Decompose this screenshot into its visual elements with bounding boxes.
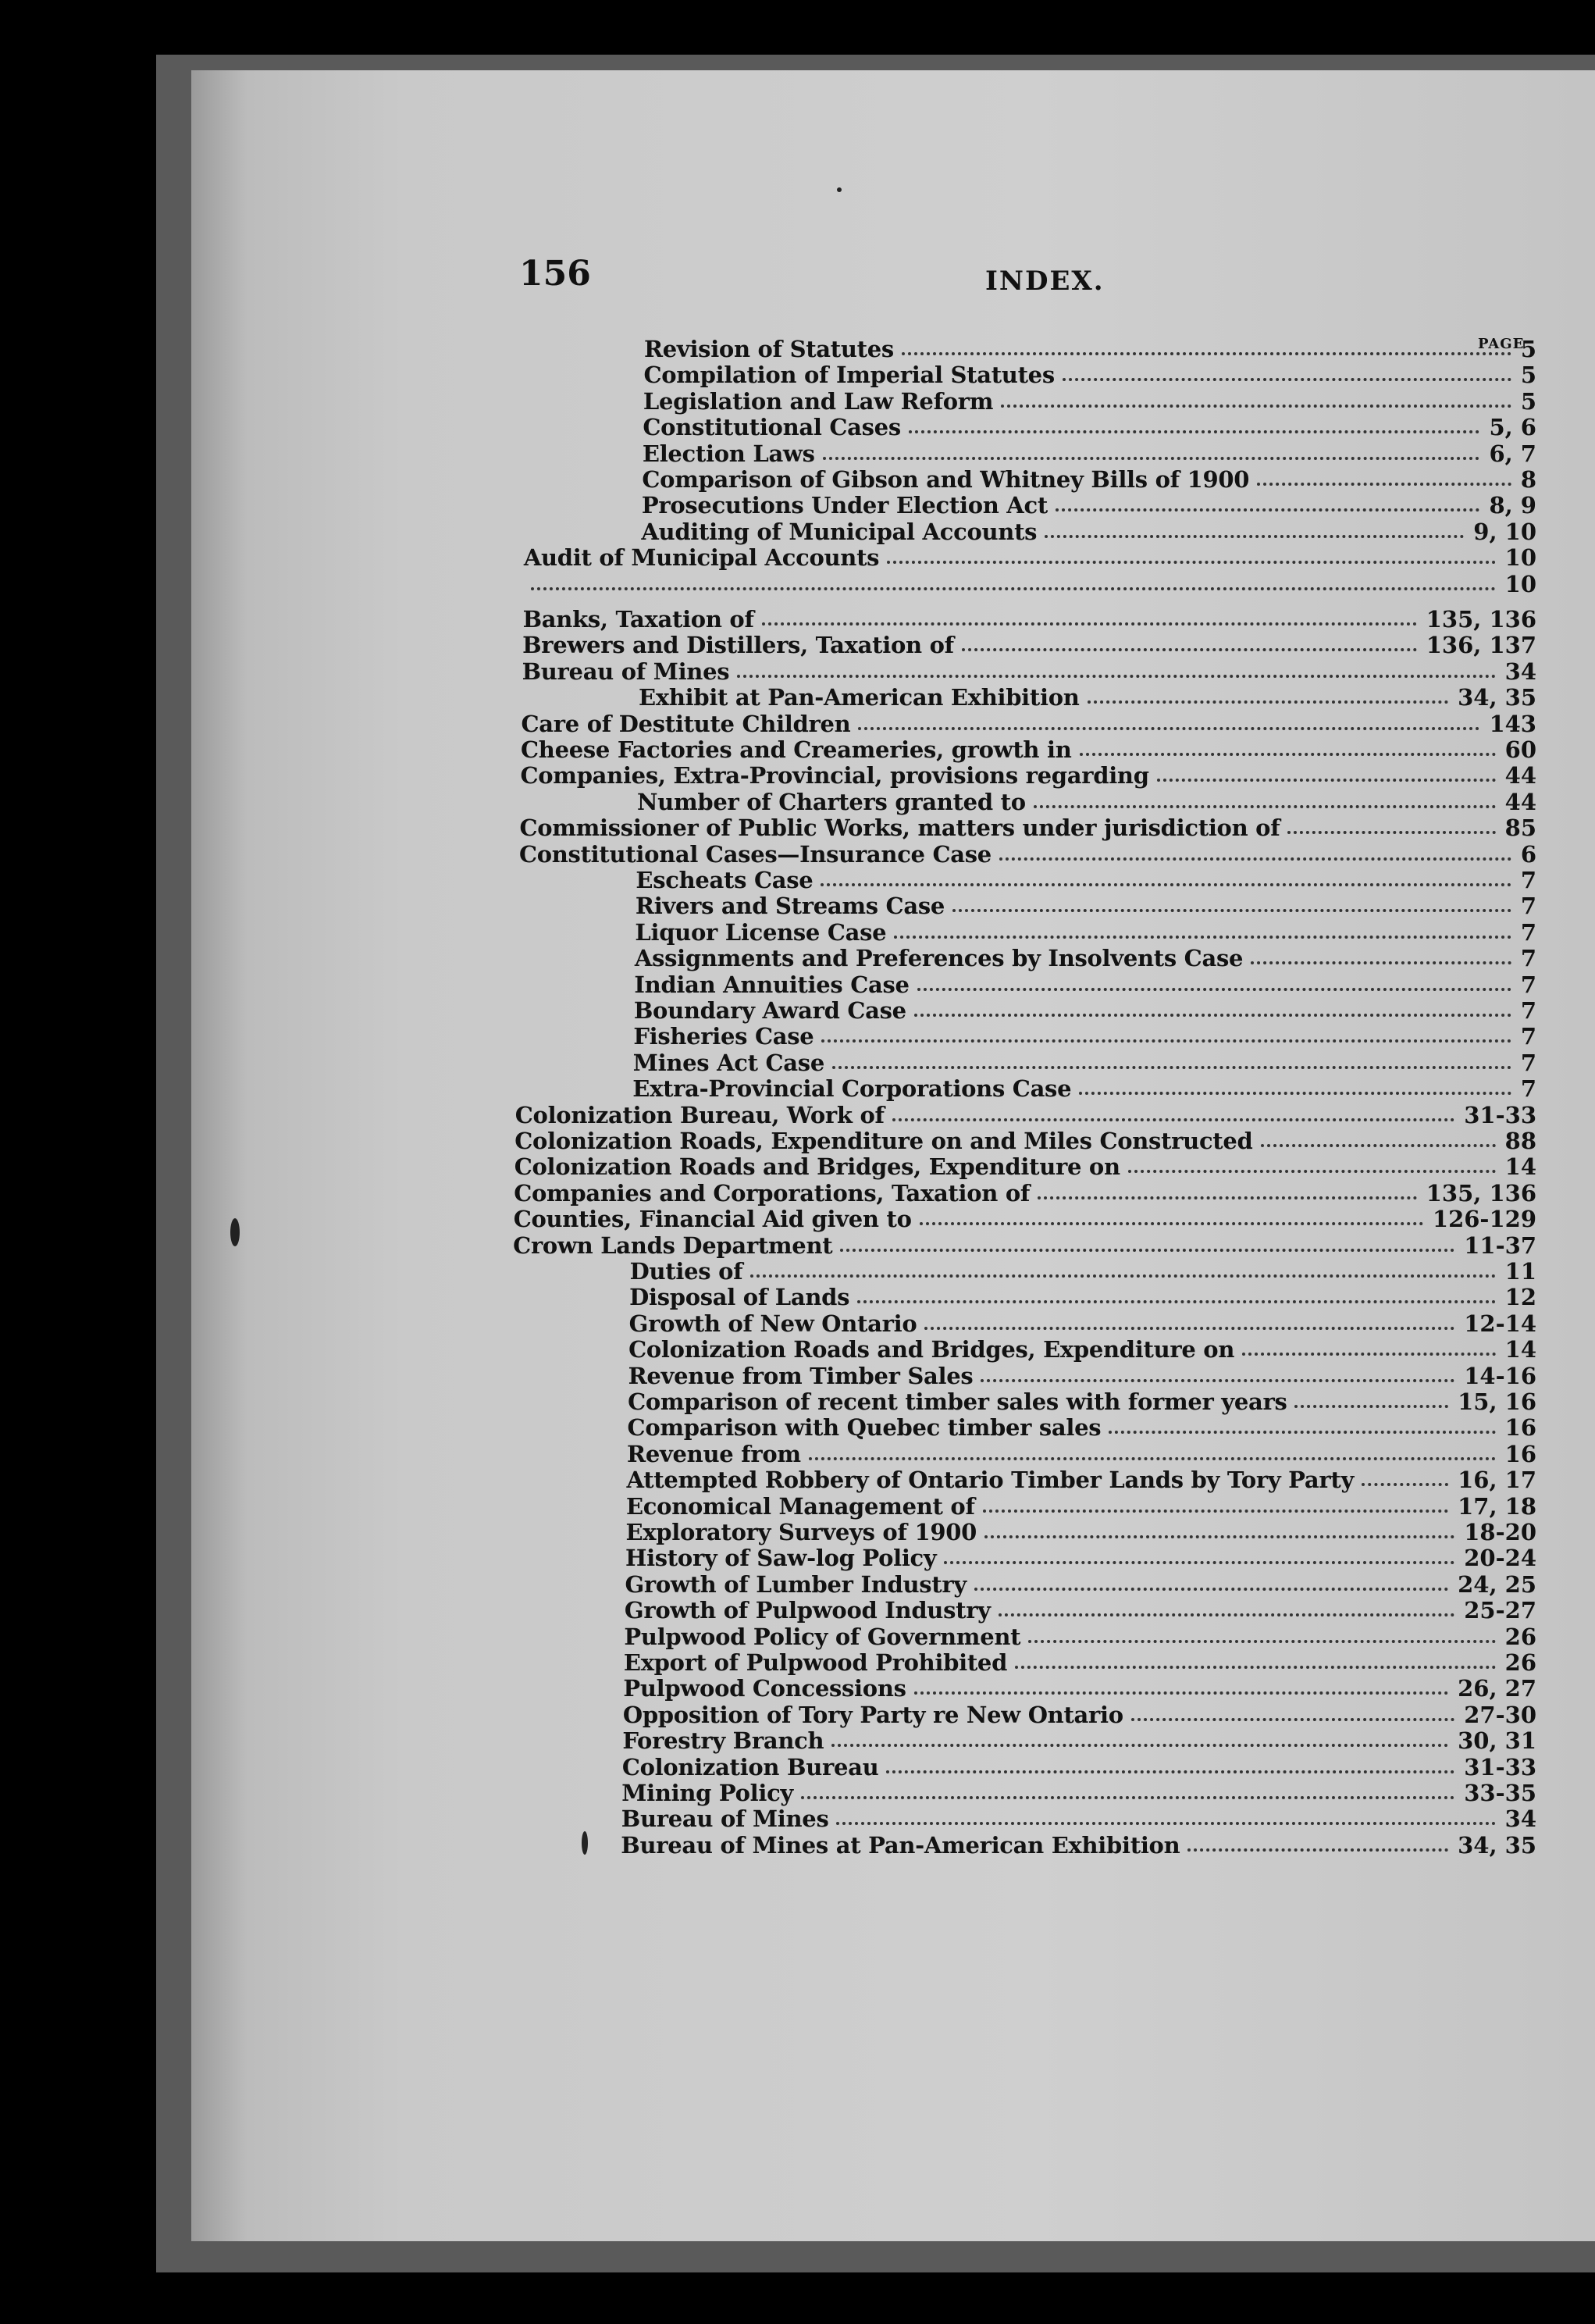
entry-page-ref: 24, 25 bbox=[1458, 1570, 1536, 1598]
dot-leader bbox=[914, 1670, 1448, 1695]
entry-title: Fisheries Case bbox=[633, 1023, 814, 1050]
entry-page-ref: 7 bbox=[1520, 971, 1536, 998]
dot-leader bbox=[983, 1488, 1448, 1513]
entry-page-ref: 60 bbox=[1504, 736, 1536, 763]
dot-leader bbox=[750, 1253, 1495, 1278]
entry-page-ref: 14 bbox=[1504, 1153, 1536, 1181]
entry-page-ref: 5 bbox=[1520, 362, 1536, 389]
entry-page-ref: 16 bbox=[1504, 1440, 1536, 1467]
entry-page-ref: 20-24 bbox=[1464, 1545, 1536, 1572]
entry-title: Counties, Financial Aid given to bbox=[513, 1206, 912, 1233]
entry-title: Forestry Branch bbox=[622, 1727, 824, 1755]
dot-leader bbox=[1079, 1071, 1511, 1095]
entry-title: Mines Act Case bbox=[632, 1049, 824, 1076]
dot-leader bbox=[1362, 1462, 1448, 1486]
entry-page-ref: 34 bbox=[1504, 1805, 1536, 1833]
dot-leader bbox=[857, 1279, 1495, 1303]
entry-title: Comparison with Quebec timber sales bbox=[627, 1414, 1102, 1442]
dot-leader bbox=[1128, 1149, 1496, 1173]
entry-title: Prosecutions Under Election Act bbox=[641, 492, 1048, 519]
dot-leader bbox=[999, 836, 1511, 861]
entry-title: Growth of New Ontario bbox=[628, 1310, 917, 1337]
index-subentry bbox=[0, 1442, 1595, 1467]
dot-leader bbox=[1045, 514, 1464, 538]
entry-title: Auditing of Municipal Accounts bbox=[641, 518, 1038, 545]
entry-title: Opposition of Tory Party re New Ontario bbox=[622, 1701, 1123, 1728]
entry-page-ref: 7 bbox=[1520, 997, 1536, 1024]
page-heading: INDEX. bbox=[985, 266, 1105, 297]
dot-leader bbox=[1294, 1384, 1448, 1408]
entry-title: Rivers and Streams Case bbox=[635, 893, 945, 920]
entry-page-ref: 12 bbox=[1504, 1284, 1536, 1311]
dot-leader bbox=[1063, 357, 1511, 381]
entry-page-ref: 16, 17 bbox=[1458, 1467, 1536, 1494]
entry-page-ref: 26 bbox=[1504, 1623, 1536, 1650]
entry-title: Banks, Taxation of bbox=[522, 606, 754, 633]
page-number: 156 bbox=[519, 254, 591, 294]
entry-page-ref: 11 bbox=[1504, 1258, 1536, 1285]
entry-title: Duties of bbox=[629, 1258, 743, 1285]
dot-leader bbox=[1157, 757, 1496, 782]
dot-leader bbox=[1187, 1827, 1448, 1852]
entry-title: Commissioner of Public Works, matters under jurisdiction of bbox=[519, 814, 1280, 842]
entry-title: Care of Destitute Children bbox=[521, 710, 851, 737]
dot-leader bbox=[1109, 1410, 1495, 1434]
dot-leader bbox=[737, 654, 1495, 678]
entry-page-ref: 88 bbox=[1504, 1128, 1536, 1154]
dot-leader bbox=[1242, 1331, 1495, 1356]
entry-page-ref: 136, 137 bbox=[1426, 632, 1536, 659]
entry-title: Colonization Roads and Bridges, Expenditure on bbox=[628, 1336, 1235, 1363]
entry-title: Escheats Case bbox=[636, 867, 814, 893]
entry-title: Audit of Municipal Accounts bbox=[523, 544, 880, 572]
dot-leader bbox=[1131, 1697, 1454, 1721]
entry-title: Boundary Award Case bbox=[633, 997, 906, 1024]
entry-page-ref: 7 bbox=[1520, 867, 1536, 893]
entry-page-ref: 7 bbox=[1520, 1023, 1536, 1050]
entry-page-ref: 44 bbox=[1504, 788, 1536, 815]
entry-title: Companies, Extra-Provincial, provisions regarding bbox=[520, 762, 1149, 790]
dot-leader bbox=[999, 1592, 1454, 1616]
dot-leader bbox=[1001, 383, 1511, 408]
dot-leader bbox=[801, 1775, 1454, 1799]
entry-title: Attempted Robbery of Ontario Timber Lands by Tory Party bbox=[626, 1467, 1355, 1494]
entry-page-ref: 15, 16 bbox=[1458, 1388, 1536, 1415]
entry-page-ref: 11-37 bbox=[1464, 1232, 1536, 1259]
entry-page-ref: 31-33 bbox=[1464, 1753, 1536, 1780]
entry-title: Bureau of Mines bbox=[621, 1805, 829, 1833]
entry-page-ref: 17, 18 bbox=[1458, 1492, 1536, 1520]
dot-leader bbox=[1034, 784, 1496, 808]
entry-title: Assignments and Preferences by Insolvents Case bbox=[634, 945, 1244, 972]
dot-leader bbox=[1028, 1619, 1495, 1643]
entry-title: Companies and Corporations, Taxation of bbox=[514, 1179, 1031, 1207]
dot-leader bbox=[1251, 940, 1511, 964]
entry-title: Comparison of Gibson and Whitney Bills of 1900 bbox=[642, 466, 1250, 493]
entry-page-ref: 27-30 bbox=[1464, 1701, 1536, 1728]
entry-page-ref: 10 bbox=[1504, 570, 1536, 597]
entry-page-ref: 8, 9 bbox=[1489, 492, 1536, 519]
entry-title: Constitutional Cases bbox=[643, 414, 901, 441]
dot-leader bbox=[1080, 732, 1496, 756]
entry-title: Pulpwood Concessions bbox=[623, 1675, 906, 1702]
entry-title: Revenue from Timber Sales bbox=[628, 1362, 974, 1389]
ink-speck bbox=[582, 1831, 588, 1855]
entry-page-ref: 30, 31 bbox=[1458, 1727, 1536, 1755]
entry-page-ref: 85 bbox=[1504, 814, 1536, 842]
dot-leader bbox=[821, 1018, 1511, 1043]
entry-title: Constitutional Cases—Insurance Case bbox=[518, 840, 992, 868]
entry-title: Revision of Statutes bbox=[643, 336, 894, 362]
entry-page-ref: 7 bbox=[1520, 918, 1536, 946]
entry-page-ref: 18-20 bbox=[1464, 1519, 1536, 1545]
entry-title: Colonization Bureau, Work of bbox=[514, 1101, 885, 1128]
entry-page-ref: 7 bbox=[1520, 945, 1536, 972]
entry-title: Bureau of Mines bbox=[522, 658, 730, 685]
ink-speck bbox=[837, 187, 842, 192]
entry-page-ref: 33-35 bbox=[1464, 1780, 1536, 1806]
entry-page-ref: 26 bbox=[1504, 1649, 1536, 1676]
entry-title: Disposal of Lands bbox=[629, 1284, 850, 1311]
dot-leader bbox=[821, 862, 1511, 886]
entry-page-ref: 14-16 bbox=[1464, 1362, 1536, 1389]
entry-page-ref: 5 bbox=[1520, 336, 1536, 362]
entry-page-ref: 7 bbox=[1520, 1049, 1536, 1076]
dot-leader bbox=[823, 436, 1480, 460]
entry-title: Growth of Pulpwood Industry bbox=[624, 1597, 991, 1624]
entry-page-ref: 10 bbox=[1504, 544, 1536, 572]
page-column-label: PAGE bbox=[1478, 336, 1525, 352]
entry-page-ref: 143 bbox=[1489, 710, 1536, 737]
entry-page-ref: 7 bbox=[1520, 1075, 1536, 1103]
entry-title: Colonization Roads and Bridges, Expenditure on bbox=[514, 1153, 1120, 1181]
entry-title: Bureau of Mines at Pan-American Exhibition bbox=[621, 1831, 1180, 1859]
dot-leader bbox=[1056, 487, 1479, 511]
entry-title: Legislation and Law Reform bbox=[643, 387, 994, 415]
dot-leader bbox=[962, 627, 1417, 651]
dot-leader bbox=[831, 1723, 1448, 1747]
entry-title: Compilation of Imperial Statutes bbox=[643, 362, 1055, 389]
dot-leader bbox=[809, 1436, 1496, 1460]
entry-title: Colonization Roads, Expenditure on and Miles Constructed bbox=[514, 1128, 1253, 1154]
entry-page-ref: 7 bbox=[1520, 893, 1536, 920]
entry-page-ref: 26, 27 bbox=[1458, 1675, 1536, 1702]
dot-leader bbox=[1257, 462, 1511, 486]
entry-title: Exhibit at Pan-American Exhibition bbox=[639, 684, 1080, 711]
index-entry bbox=[0, 572, 1595, 597]
entry-title: Crown Lands Department bbox=[513, 1232, 833, 1259]
ink-speck bbox=[230, 1218, 240, 1246]
entry-title: Mining Policy bbox=[621, 1780, 793, 1806]
dot-leader bbox=[917, 967, 1511, 991]
entry-page-ref: 34, 35 bbox=[1458, 1831, 1536, 1859]
entry-page-ref: 25-27 bbox=[1464, 1597, 1536, 1624]
entry-title: Election Laws bbox=[642, 440, 815, 467]
entry-page-ref: 34, 35 bbox=[1458, 684, 1536, 711]
entry-page-ref: 5 bbox=[1520, 387, 1536, 415]
dot-leader bbox=[909, 409, 1480, 433]
entry-title: Exploratory Surveys of 1900 bbox=[625, 1519, 977, 1545]
dot-leader bbox=[886, 1749, 1454, 1773]
dot-leader bbox=[762, 601, 1417, 626]
dot-leader bbox=[892, 1097, 1455, 1121]
entry-title: Liquor License Case bbox=[635, 918, 887, 946]
index-subentry bbox=[0, 1831, 1595, 1859]
dot-leader bbox=[1261, 1123, 1496, 1147]
dot-leader bbox=[832, 1045, 1511, 1069]
dot-leader bbox=[944, 1540, 1454, 1564]
entry-page-ref: 16 bbox=[1504, 1414, 1536, 1442]
entry-page-ref: 12-14 bbox=[1464, 1310, 1536, 1337]
entry-page-ref: 6, 7 bbox=[1489, 440, 1536, 467]
dot-leader bbox=[894, 914, 1511, 939]
dot-leader bbox=[902, 331, 1511, 355]
entry-page-ref: 44 bbox=[1504, 762, 1536, 790]
entry-title: Comparison of recent timber sales with former years bbox=[628, 1388, 1287, 1415]
dot-leader bbox=[984, 1514, 1454, 1538]
entry-title: Brewers and Distillers, Taxation of bbox=[522, 632, 954, 659]
entry-title: Economical Management of bbox=[626, 1492, 975, 1520]
entry-title: Cheese Factories and Creameries, growth in bbox=[521, 736, 1072, 763]
dot-leader bbox=[914, 993, 1511, 1017]
entry-page-ref: 5, 6 bbox=[1489, 414, 1536, 441]
dot-leader bbox=[920, 1201, 1423, 1225]
entry-page-ref: 8 bbox=[1520, 466, 1536, 493]
dot-leader bbox=[887, 540, 1495, 564]
entry-title: Colonization Bureau bbox=[621, 1753, 879, 1780]
dot-leader bbox=[952, 888, 1511, 912]
dot-leader bbox=[1287, 810, 1495, 834]
entry-page-ref: 126-129 bbox=[1432, 1206, 1536, 1233]
dot-leader bbox=[836, 1801, 1495, 1825]
entry-title: Indian Annuities Case bbox=[634, 971, 910, 998]
entry-title: Export of Pulpwood Prohibited bbox=[623, 1649, 1008, 1676]
dot-leader bbox=[531, 566, 1495, 590]
dot-leader bbox=[840, 1228, 1454, 1252]
entry-page-ref: 6 bbox=[1520, 840, 1536, 868]
dot-leader bbox=[981, 1358, 1454, 1382]
dot-leader bbox=[1015, 1645, 1496, 1669]
entry-page-ref: 14 bbox=[1504, 1336, 1536, 1363]
entry-page-ref: 135, 136 bbox=[1426, 1179, 1536, 1207]
dot-leader bbox=[974, 1567, 1448, 1591]
entry-title: History of Saw-log Policy bbox=[625, 1545, 937, 1572]
entry-page-ref: 31-33 bbox=[1464, 1101, 1536, 1128]
entry-title: Extra-Provincial Corporations Case bbox=[632, 1075, 1072, 1103]
dot-leader bbox=[858, 706, 1479, 730]
entry-page-ref: 135, 136 bbox=[1426, 606, 1536, 633]
dot-leader bbox=[1088, 679, 1449, 704]
entry-title: Revenue from bbox=[627, 1440, 801, 1467]
dot-leader bbox=[1038, 1175, 1417, 1199]
entry-page-ref: 34 bbox=[1504, 658, 1536, 685]
entry-title: Pulpwood Policy of Government bbox=[624, 1623, 1021, 1650]
entry-title: Growth of Lumber Industry bbox=[625, 1570, 967, 1598]
dot-leader bbox=[924, 1306, 1454, 1330]
entry-title: Number of Charters granted to bbox=[636, 788, 1026, 815]
entry-page-ref: 9, 10 bbox=[1473, 518, 1536, 545]
